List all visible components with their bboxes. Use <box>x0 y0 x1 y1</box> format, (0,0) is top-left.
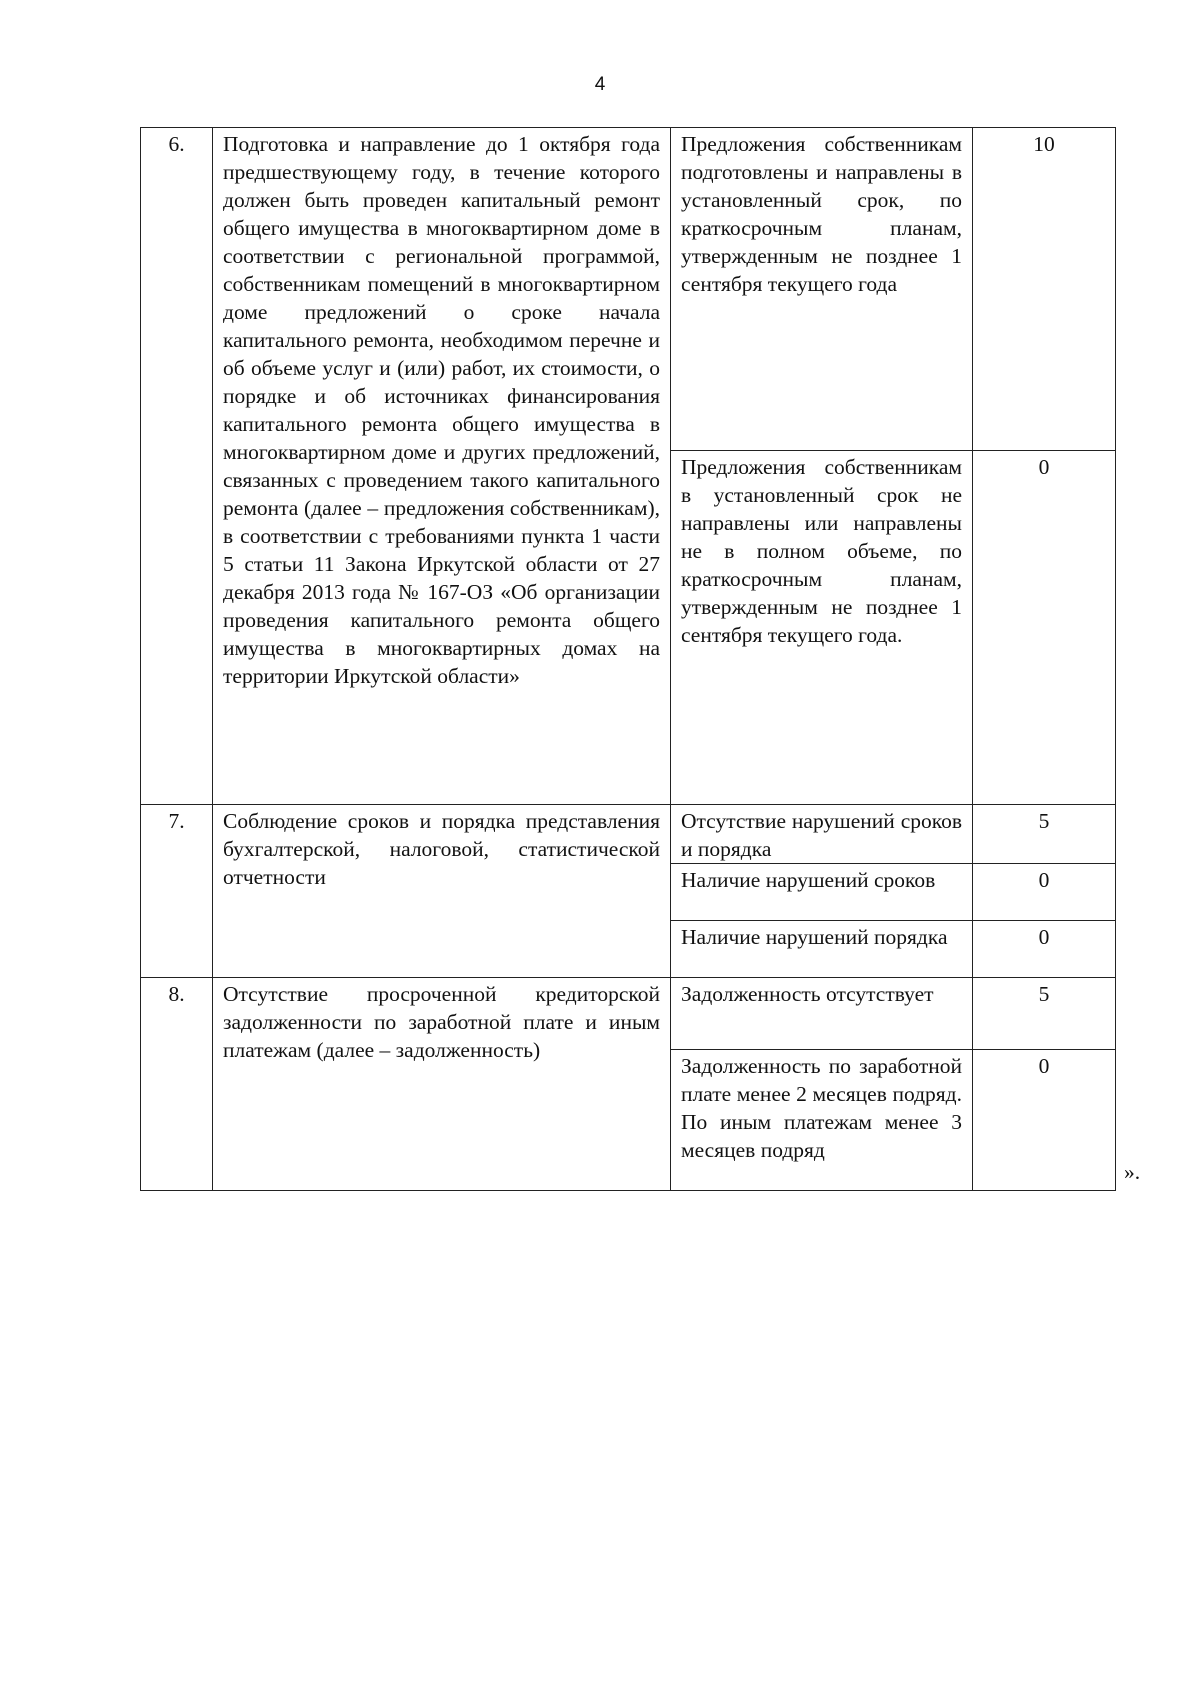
page-number: 4 <box>594 74 606 95</box>
closing-quote: ». <box>1124 1160 1141 1184</box>
condition-text: Наличие нарушений порядка <box>671 921 973 978</box>
score-value: 5 <box>973 805 1116 864</box>
row-number: 6. <box>141 128 213 805</box>
table-row <box>141 128 1116 451</box>
row-number: 8. <box>141 978 213 1191</box>
score-value: 0 <box>973 1050 1116 1191</box>
criterion-text: Подготовка и направление до 1 октября года предшествующему году, в течение которого должен быть проведен капитальный ремонт общего имущества в многоквартирном доме в соответствии с региональной программой, собственникам помещений в многоквартирном доме предложений о сроке начала капитального ремонта, необходимом перечне и об объеме услуг и (или) работ, их стоимости, о порядке и об источниках финансирования капитального ремонта общего имущества в многоквартирном доме и других предложений, связанных с проведением такого капитального ремонта (далее – предложения собственникам), в соответствии с требованиями пункта 1 части 5 статьи 11 Закона Иркутской области от 27 декабря 2013 года № 167-ОЗ «Об организации проведения капитального ремонта общего имущества в многоквартирных домах на территории Иркутской области» <box>213 128 671 805</box>
condition-text: Задолженность отсутствует <box>671 978 973 1050</box>
criteria-table <box>140 127 1116 1191</box>
score-value: 0 <box>973 451 1116 805</box>
condition-text: Отсутствие нарушений сроков и порядка <box>671 805 973 864</box>
criterion-text: Соблюдение сроков и порядка представления бухгалтерской, налоговой, статистической отчетности <box>213 805 671 978</box>
score-value: 5 <box>973 978 1116 1050</box>
condition-text: Наличие нарушений сроков <box>671 864 973 921</box>
condition-text: Предложения собственникам подготовлены и направлены в установленный срок, по краткосрочным планам, утвержденным не позднее 1 сентября текущего года <box>671 128 973 451</box>
condition-text: Задолженность по заработной плате менее 2 месяцев подряд. По иным платежам менее 3 месяцев подряд <box>671 1050 973 1191</box>
criterion-text: Отсутствие просроченной кредиторской задолженности по заработной плате и иным платежам (далее – задолженность) <box>213 978 671 1191</box>
row-number: 7. <box>141 805 213 978</box>
score-value: 0 <box>973 921 1116 978</box>
table-row <box>141 978 1116 1050</box>
condition-text: Предложения собственникам в установленный срок не направлены или направлены не в полном объеме, по краткосрочным планам, утвержденным не позднее 1 сентября текущего года. <box>671 451 973 805</box>
score-value: 0 <box>973 864 1116 921</box>
table-row <box>141 805 1116 864</box>
score-value: 10 <box>973 128 1116 451</box>
